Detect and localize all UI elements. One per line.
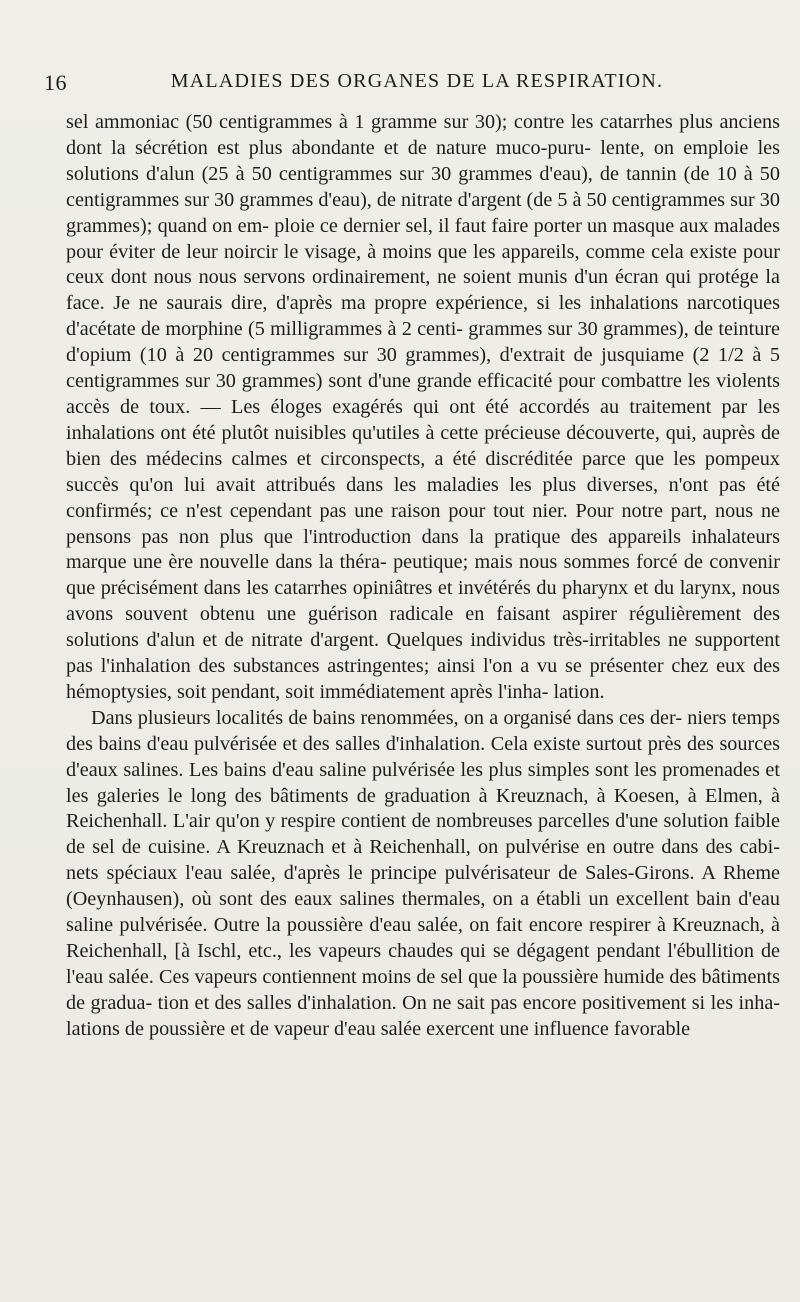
running-head xyxy=(44,70,760,100)
paragraph: sel ammoniac (50 centigrammes à 1 gramme sur 30); contre les catarrhes plus anciens dont la sécrétion est plus abondante et de nature muco-puru- lente, on emploie les solutions d'alun (25 à 50 centigrammes sur 30 grammes d'eau), de tannin (de 10 à 50 centigrammes sur 30 grammes d'eau), de nitrate d'argent (de 5 à 50 centigrammes sur 30 grammes); quand on em- ploie ce dernier sel, il faut faire porter un masque aux malades pour éviter de leur noircir le visage, à moins que les appareils, comme cela existe pour ceux dont nous nous servons ordinairement, ne soient munis d'un écran qui protége la face. Je ne saurais dire, d'après ma propre expérience, si les inhalations narcotiques d'acétate de morphine (5 milligrammes à 2 centi- grammes sur 30 grammes), de teinture d'opium (10 à 20 centigrammes sur 30 grammes), d'extrait de jusquiame (2 1/2 à 5 centigrammes sur 30 grammes) sont d'une grande efficacité pour combattre les violents accès de toux. — Les éloges exagérés qui ont été accordés au traitement par les inhalations ont été plutôt nuisibles qu'utiles à cette précieuse découverte, qui, auprès de bien des médecins calmes et circonspects, a été discréditée parce que les pompeux succès qu'on lui avait attribués dans les maladies les plus diverses, n'ont pas été confirmés; ce n'est cependant pas une raison pour tout nier. Pour notre part, nous ne pensons pas non plus que l'introduction dans la pratique des appareils inhalateurs marque une ère nouvelle dans la théra- peutique; mais nous sommes forcé de convenir que précisément dans les catarrhes opiniâtres et invétérés du pharynx et du larynx, nous avons souvent obtenu une guérison radicale en faisant aspirer régulièrement des solutions d'alun et de nitrate d'argent. Quelques individus très-irritables ne supportent pas l'inhalation des substances astringentes; ainsi l'on a vu se présenter chez eux des hémoptysies, soit pendant, soit immédiatement après l'inha- lation. xyxy=(66,111,780,703)
running-title: MALADIES DES ORGANES DE LA RESPIRATION. xyxy=(170,70,664,92)
paragraph: Dans plusieurs localités de bains renommées, on a organisé dans ces der- niers temps des bains d'eau pulvérisée et des salles d'inhalation. Cela existe surtout près des sources d'eaux salines. Les bains d'eau saline pulvérisée les plus simples sont les promenades et les galeries le long des bâtiments de graduation à Kreuznach, à Koesen, à Elmen, à Reichenhall. L'air qu'on y respire contient de nombreuses parcelles d'une solution faible de sel de cuisine. A Kreuznach et à Reichenhall, on pulvérise en outre dans des cabi- nets spéciaux l'eau salée, d'après le principe pulvérisateur de Sales-Girons. A Rheme (Oeynhausen), où sont des eaux salines thermales, on a établi un excellent bain d'eau saline pulvérisée. Outre la poussière d'eau salée, on fait encore respirer à Kreuznach, à Reichenhall, [à Ischl, etc., les vapeurs chaudes qui se dégagent pendant l'ébullition de l'eau salée. Ces vapeurs contiennent moins de sel que la poussière humide des bâtiments de gradua- tion et des salles d'inhalation. On ne sait pas encore positivement si les inha- lations de poussière et de vapeur d'eau salée exercent une influence favorable xyxy=(66,706,780,1040)
body-text xyxy=(66,110,780,1043)
page-number: 16 xyxy=(44,70,67,95)
